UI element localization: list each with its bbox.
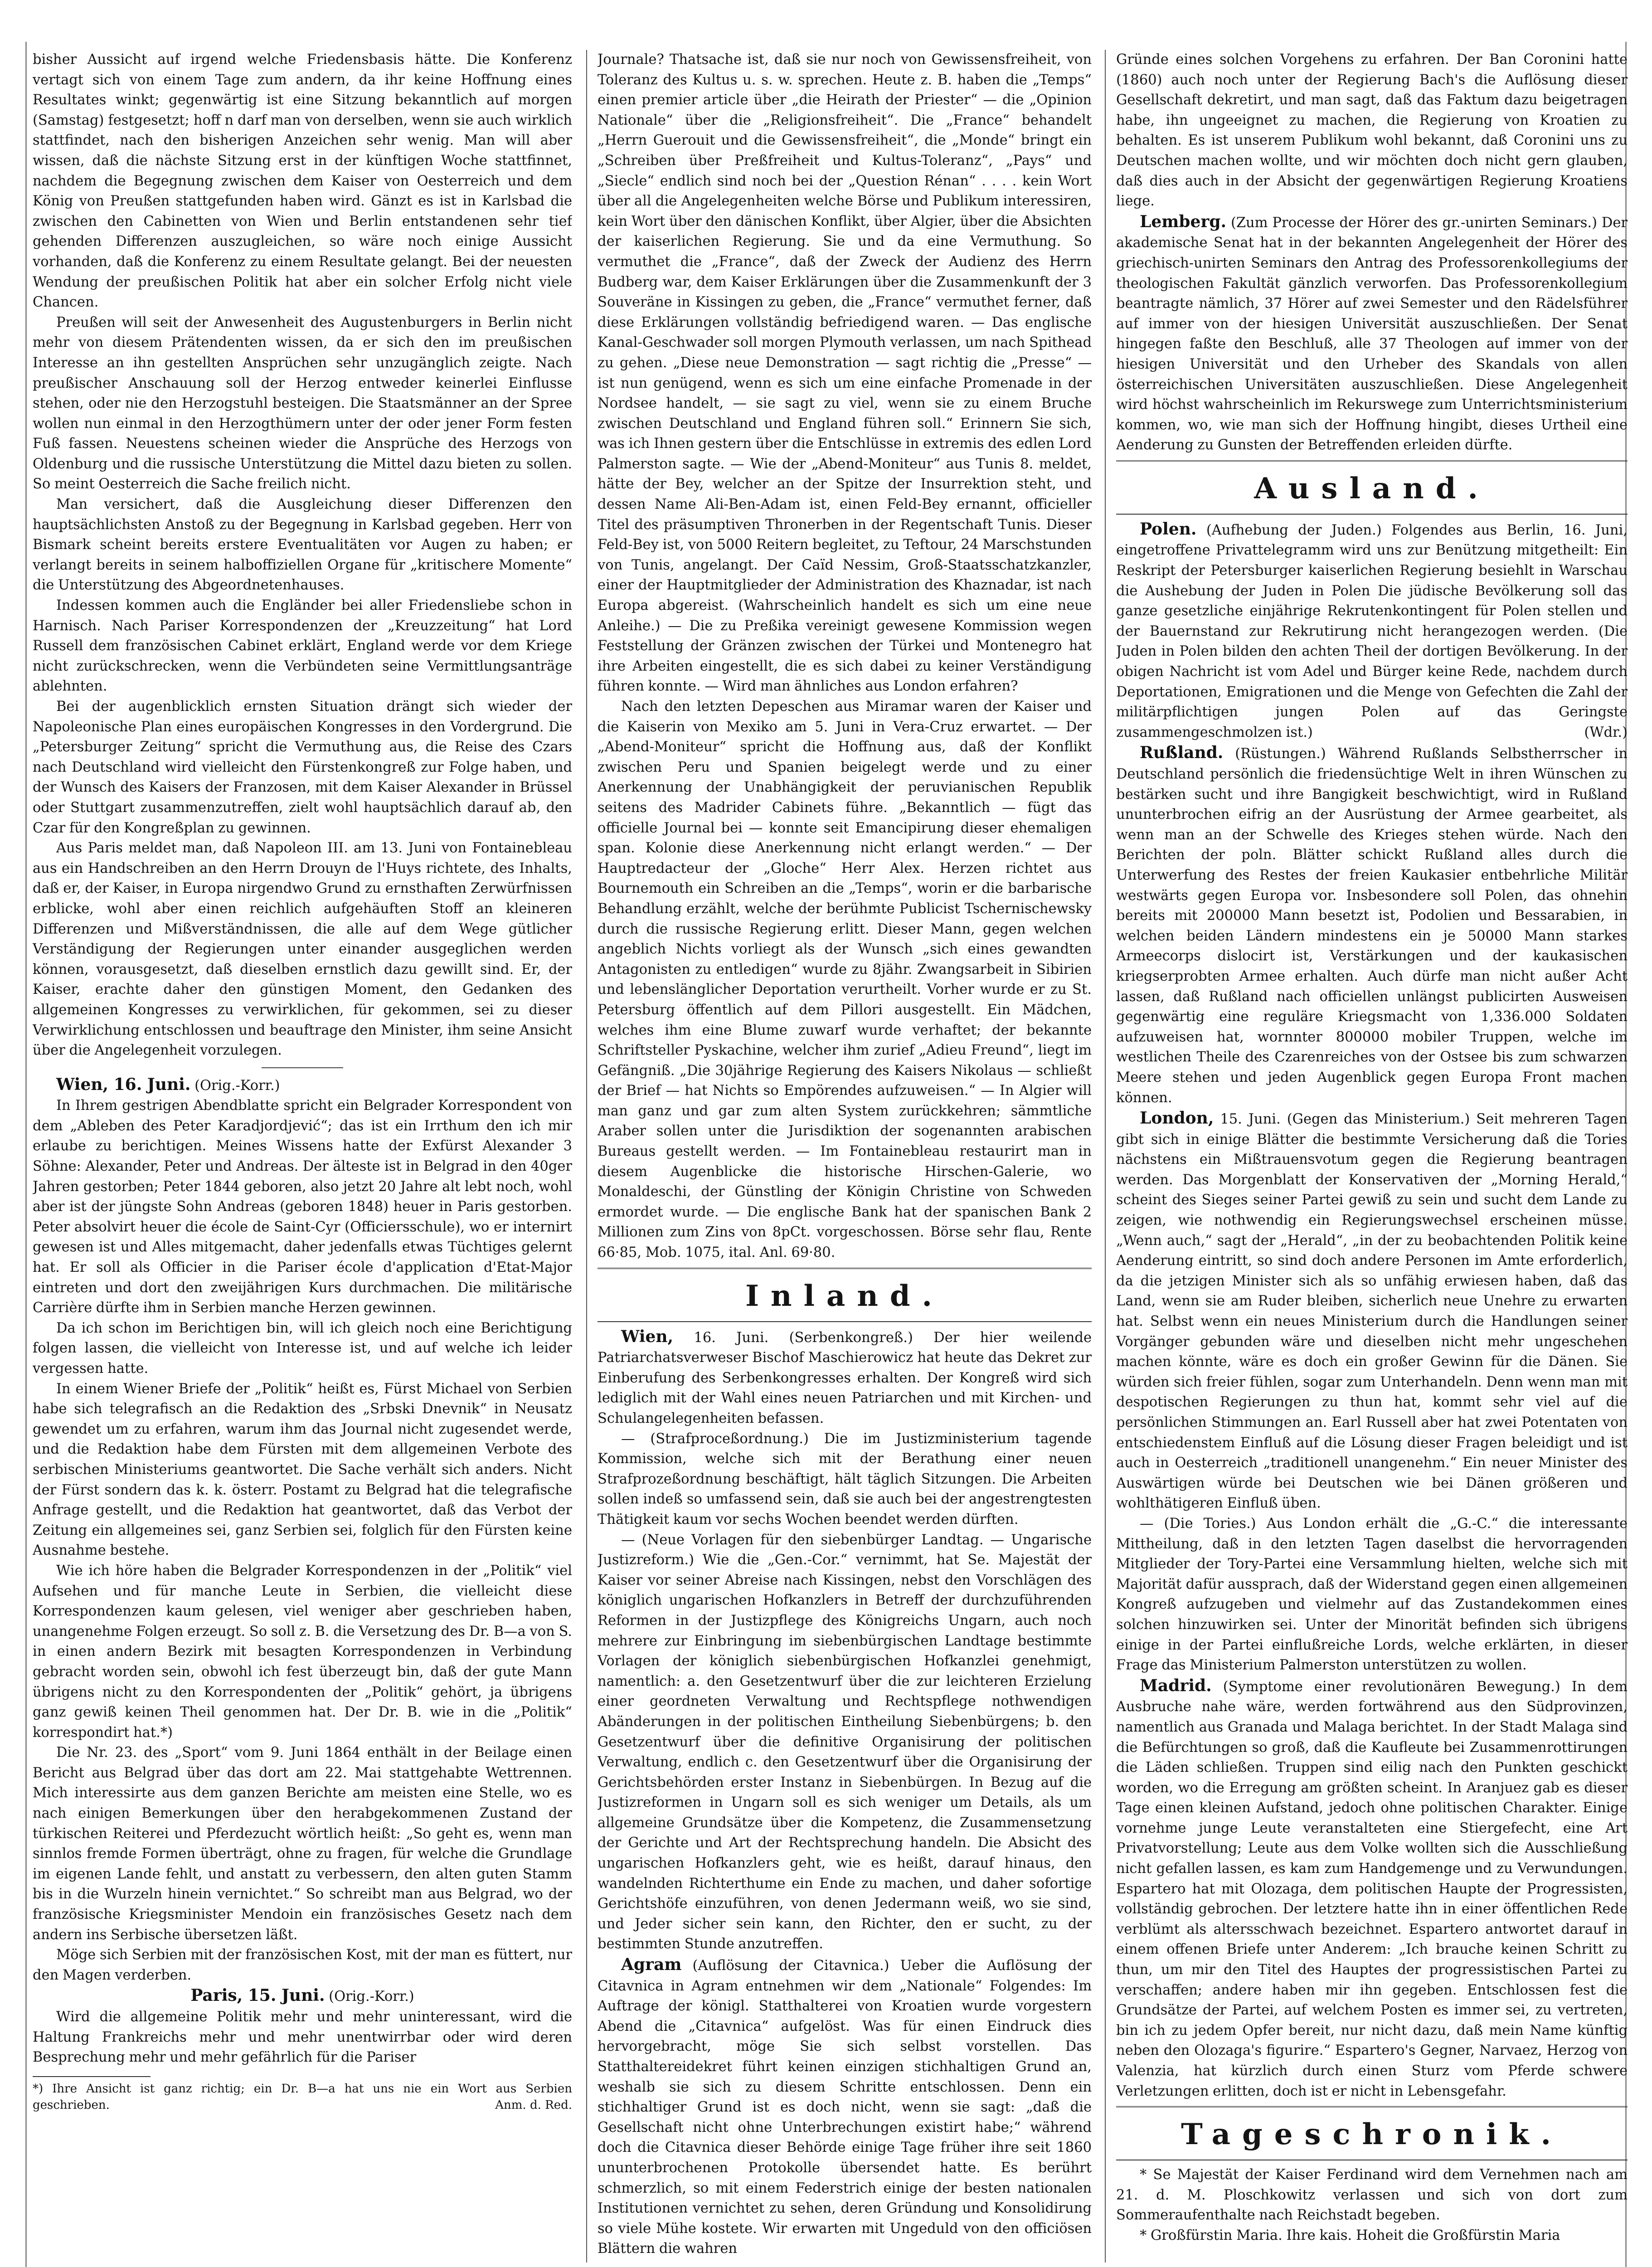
dateline-madrid: Madrid.	[1140, 1676, 1212, 1695]
article-text: 16. Juni. (Serbenkongreß.) Der hier weilende Patriarchatsverweser Bischof Maschierowicz hat heute das Dekret zur Einberufung des Serbenkongresses erhalten. Der Kongreß wird sich lediglich mit der Wahl eines neuen Patriarchen und mit Kirchen- und Schulangelegenheiten befassen.	[598, 1329, 1092, 1426]
dateline-polen: Polen.	[1140, 519, 1197, 539]
article-paragraph: Aus Paris meldet man, daß Napoleon III. am 13. Juni von Fontainebleau aus ein Handschreiben an den Herrn Drouyn de l'Huys richtete, des Inhalts, daß er, der Kaiser, in Europa nirgendwo Grund zu ernsthaften Zerwürfnissen erblicke, wohl aber einen reichlich aufgehäuften Stoff an kleineren Differenzen und Mißverständnissen, die alle auf dem Wege gütlicher Verständigung der Regierungen unter einander ausgeglichen werden können, vorausgesetzt, daß dieselben ernstlich dazu gewillt sind. Er, der Kaiser, erachte daher den günstigen Moment, den Gedanken des allgemeinen Kongresses zu verwirklichen, für gekommen, sei zu dieser Verwirklichung entschlossen und beauftrage den Minister, ihm seine Ansicht über die Angelegenheit vorzulegen.	[33, 840, 572, 1059]
column-divider	[1105, 50, 1106, 2262]
article-paragraph	[1116, 1676, 1628, 2102]
dateline-paris: Paris, 15. Juni.	[190, 1986, 325, 2005]
article-paragraph: Bei der augenblicklich ernsten Situation drängt sich wieder der Napoleonische Plan eines europäischen Kongresses in den Vordergrund. Die „Petersburger Zeitung“ spricht die Vermuthung aus, die Reise des Czars nach Deutschland wird vielleicht den Fürstenkongreß zur Folge haben, und der Wunsch des Kaisers der Franzosen, mit dem Kaiser Alexander in Brüssel oder Stuttgart zusammenzutreffen, zielt wohl hauptsächlich darauf ab, den Czar für den Kongreßplan zu gewinnen.	[33, 699, 572, 836]
article-paragraph: Nach den letzten Depeschen aus Miramar waren der Kaiser und die Kaiserin von Mexiko am 5. Juni in Vera-Cruz erwartet. — Der „Abend-Moniteur“ spricht die Hoffnung aus, daß der Konflikt zwischen Peru und Spanien beigelegt werde und zu einer Anerkennung der Unabhängigkeit der peruvianischen Republik seitens des Madrider Cabinets führe. „Bekanntlich — fügt das officielle Journal bei — konnte seit Emancipirung dieser ehemaligen span. Kolonie diese Anerkennung nicht erlangt werden.“ — Der Hauptredacteur der „Gloche“ Herr Alex. Herzen richtet aus Bournemouth ein Schreiben an die „Temps“, worin er die barbarische Behandlung erzählt, welche der berühmte Publicist Tschernischewsky durch die russische Regierung erlitt. Dieser Mann, gegen welchen angeblich Nichts vorliegt als der Wunsch „sich eines gewandten Antagonisten zu entledigen“ wurde zu 8jähr. Zwangsarbeit in Sibirien und lebenslänglicher Deportation verurtheilt. Vorher wurde er zu St. Petersburg öffentlich auf dem Pillori ausgestellt. Ein Mädchen, welches ihm eine Blume zuwarf wurde verhaftet; der bekannte Schriftsteller Pyskachine, welcher ihm zurief „Adieu Freund“, liegt im Gefängniß. „Die 30jährige Regierung des Kaisers Nikolaus — schließt der Brief — hat Nichts so Empörendes aufzuweisen.“ — In Algier will man ganz und gar zum alten System zurückkehren; sämmtliche Araber sollen unter die Jurisdiktion der sogenannten arabischen Bureaus gestellt werden. — Im Fontainebleau restaurirt man in diesem Augenblicke die historische Hirschen-Galerie, wo Monaldeschi, der Günstling der Königin Christine von Schweden ermordet wurde. — Die englische Bank hat der spanischen Bank 2 Millionen zum Zins von 8pCt. vorgeschossen. Börse sehr flau, Rente 66·85, Mob. 1075, ital. Anl. 69·80.	[598, 699, 1092, 1261]
article-paragraph: In einem Wiener Briefe der „Politik“ heißt es, Fürst Michael von Serbien habe sich telegrafisch an die Redaktion des „Srbski Dnevnik“ in Neusatz gewendet um zu erfahren, warum ihm das Journal nicht zugesendet werde, und die Redaktion habe dem Fürsten mit dem allgemeinen Verbote des serbischen Ministeriums geantwortet. Die Sache verhält sich anders. Nicht der Fürst sondern das k. k. österr. Postamt zu Belgrad hat die telegrafische Anfrage gestellt, und die Redaktion hat geantwortet, daß das Verbot der Zeitung ein allgemeines sei, ganz Serbien sei, folglich für den Fürsten keine Ausnahme bestehe.	[33, 1381, 572, 1559]
separator	[262, 1067, 343, 1068]
article-paragraph: Man versichert, daß die Ausgleichung dieser Differenzen den hauptsächlichsten Anstoß zu der Begegnung in Karlsbad gegeben. Herr von Bismark scheint bereits erstere Eventualitäten vor Augen zu haben; er verlangt bereits in seinem halboffiziellen Organe für „kritischere Momente“ die Unterstützung des Abgeordnetenhauses.	[33, 496, 572, 594]
article-paragraph	[598, 1955, 1092, 2259]
article-text: 15. Juni. (Gegen das Ministerium.) Seit mehreren Tagen gibt sich in einige Blätter die bestimmte Versicherung daß die Tories nächstens ein Mißtrauensvotum gegen die Regierung beantragen werden. Das Morgenblatt der Konservativen der „Morning Herald,“ scheint des Sieges seiner Partei gewiß zu sein und sucht dem Lande zu zeigen, wie nothwendig ein Regierungswechsel erscheinen müsse. „Wenn auch,“ sagt der „Herald“, „in der zu beobachtenden Politik keine Aenderung eintritt, so sind doch andere Personen im Amte erforderlich, da die jetzigen Minister sich als so unfähig erwiesen haben, daß das Land, wenn sie am Ruder bleiben, sicherlich neue Unehre zu erwarten hat. Selbst wenn ein neues Ministerium durch die Handlungen seiner Vorgänger gebunden wäre und dieselben nicht mehr ungeschehen machen könnte, wäre es doch ein großer Gewinn für die Dänen. Sie würden sich freier fühlen, sogar zum Unterhandeln. Denn wenn man mit despotischen Regierungen zu thun hat, kommt sehr viel auf die persönlichen Stimmungen an. Earl Russell aber hat zwei Potentaten von entschiedenstem Einfluß auf die Lösung dieser Fragen beleidigt und ist auch in Oesterreich „traditionell unangenehm.“ Ein neuer Minister des Auswärtigen würde bei Deutschen wie bei Dänen größeren und wohlthätigeren Einfluß üben.	[1116, 1111, 1628, 1512]
footnote-text: *) Ihre Ansicht ist ganz richtig; ein Dr. B—a hat uns nie ein Wort aus Serbien geschrieben.	[33, 2082, 572, 2112]
footnote-credit: Anm. d. Red.	[495, 2098, 572, 2112]
section-rule	[598, 1321, 1092, 1322]
article-paragraph: Journale? Thatsache ist, daß sie nur noch von Gewissensfreiheit, von Toleranz des Kultus u. s. w. sprechen. Heute z. B. haben die „Temps“ einen premier article über „die Heirath der Priester“ — die „Opinion Nationale“ über die „Religionsfreiheit“. Die „France“ behandelt „Herrn Guerouit und die Gewissensfreiheit“, die „Monde“ bringt ein „Schreiben über Preßfreiheit und Kultus-Toleranz“, „Pays“ und „Siecle“ endlich sind noch bei der „Question Rénan“ . . . . kein Wort über all die Angelegenheiten welche Börse und Publikum interessiren, kein Wort über den dänischen Konflikt, über Algier, über die Absichten der kaiserlichen Regierung. Sie und da eine Vermuthung. So vermuthet die „France“, daß der Zweck der Audienz des Herrn Budberg war, dem Kaiser Erklärungen über die Zusammenkunft der 3 Souveräne in Kissingen zu geben, die „France“ vermuthet ferner, daß diese Erklärungen vollständig befriedigend waren. — Das englische Kanal-Geschwader soll morgen Plymouth verlassen, um nach Spithead zu gehen. „Diese neue Demonstration — sagt richtig die „Presse“ — ist nun genügend, wenn es sich um eine einfache Promenade in der Nordsee handelt, — sie sagt zu viel, wenn sie zu einem Bruche zwischen Deutschland und England führen soll.“ Erinnern Sie sich, was ich Ihnen gestern über die Entschlüsse in extremis des edlen Lord Palmerston sagte. — Wie der „Abend-Moniteur“ aus Tunis 8. meldet, hätte der Bey, welcher an der Spitze der Insurrektion steht, und dessen Name Ali-Ben-Adam ist, einen Feld-Bey ernannt, officieller Titel des präsumptiven Thronerben in der Regentschaft Tunis. Dieser Feld-Bey ist, von 5000 Reitern begleitet, zu Teftour, 24 Marschstunden von Tunis, angelangt. Der Caïd Nessim, Groß-Staatsschatzkanzler, einer der Hauptmitglieder der Administration des Khaznadar, ist nach Europa abgereist. (Wahrscheinlich handelt es sich um eine neue Anleihe.) — Die zu Preßika vereinigt gewesene Kommission wegen Feststellung der Gränzen zwischen der Türkei und Montenegro hat ihre Arbeiten eingestellt, die es sich dabei zu keiner Verständigung führen konnte. — Wird man ähnliches aus London erfahren?	[598, 52, 1092, 695]
article-paragraph	[1116, 519, 1628, 743]
article-text: (Zum Processe der Hörer des gr.-unirten Seminars.) Der akademische Senat hat in der bekannten Angelegenheit der Hörer des griechisch-unirten Seminars den Antrag des Professorenkollegiums der theologischen Fakultät gänzlich verworfen. Das Professorenkollegium beantragte nämlich, 37 Hörer auf zwei Semester und den Rädelsführer auf immer von der hiesigen Universität auszuschließen. Der Senat hingegen faßte den Beschluß, alle 37 Theologen auf immer von der hiesigen Universität und den Urheber des Skandals von allen österreichischen Universitäten auszuschließen. Diese Angelegenheit wird höchst wahrscheinlich im Rekurswege zum Unterrichtsministerium kommen, wo, wie man sich der Hoffnung hingibt, dieses Urtheil eine Aenderung zu Gunsten der Betreffenden erleiden dürfte.	[1116, 214, 1628, 453]
section-rule	[1116, 2106, 1628, 2109]
dateline-tag: (Orig.-Korr.)	[325, 1989, 414, 2005]
article-text: (Symptome einer revolutionären Bewegung.) In dem Ausbruche nahe wäre, werden fortwährend aus den Südprovinzen, namentlich aus Granada und Malaga berichtet. In der Stadt Malaga sind die Befürchtungen so groß, daß die Kaufleute bei Zusammenrottirungen die Läden schließen. Truppen sind eilig nach den Punkten geschickt worden, wo die Erregung am größten scheint. In Aranjuez gab es dieser Tage einen kleinen Aufstand, jedoch ohne politischen Charakter. Einige vornehme junge Leute veranstalteten eine Stiergefecht, eine Art Privatvorstellung; Leute aus dem Volke wollten sich die Ausschließung nicht gefallen lassen, es kam zum Handgemenge und zu Verwundungen. Espartero hat mit Olozaga, dem politischen Haupte der Progressisten, vollständig gebrochen. Der letztere hatte ihn in einer öffentlichen Rede verblümt als altersschwach bezeichnet. Espartero antwortet darauf in einem offenen Briefe unter Anderem: „Ich brauche keinen Schritt zu thun, um mir den Titel des Hauptes der progressistischen Partei zu verschaffen; andere haben mir ihn gegeben. Entschlossen fest die Grundsätze der Partei, auf welchem Posten es immer sei, zu vertreten, bin ich zu jedem Opfer bereit, nur nicht dazu, daß mein Name künftig neben den Olozaga's figurire.“ Espartero's Gegner, Narvaez, Herzog von Valenzia, hat kürzlich durch einen Sturz vom Pferde schwere Verletzungen erlitten, doch ist er nicht in Lebensgefahr.	[1116, 1678, 1628, 2099]
article-paragraph: — (Neue Vorlagen für den siebenbürger Landtag. — Ungarische Justizreform.) Wie die „Gen.-Cor.“ vernimmt, hat Se. Majestät der Kaiser vor seiner Abreise nach Kissingen, nebst den Vorschlägen des königlich ungarischen Hofkanzlers in Betreff der durchzuführenden Reformen in der Justizpflege des Königreichs Ungarn, auch noch mehrere zur Einbringung im siebenbürgischen Landtage bestimmte Vorlagen der königlich siebenbürgischen Hofkanzlei genehmigt, namentlich: a. den Gesetzentwurf über die zur leichteren Erzielung einer geordneten Verwaltung und Rechtspflege nothwendigen Abänderungen in der politischen Eintheilung Siebenbürgens; b. den Gesetzentwurf über die definitive Organisirung der politischen Verwaltung, endlich c. den Gesetzentwurf über die Organisirung der Gerichtsbehörden erster Instanz in Siebenbürgen. In Bezug auf die Justizreformen in Ungarn soll es sich weniger um Details, als um allgemeine Grundsätze über die Kompetenz, die Zusammensetzung der Gerichte und Art der Rechtsprechung handeln. Die Absicht des ungarischen Hofkanzlers geht, wie es heißt, darauf hinaus, den wandelnden Richterthume ein Ende zu machen, und daher sofortige Gerichtshöfe einzuführen, von denen Jedermann weiß, wo sie sind, und Jeder sicher sein kann, den Richter, den er sucht, zu der bestimmten Stunde anzutreffen.	[598, 1532, 1092, 1952]
article-paragraph: Wird die allgemeine Politik mehr und mehr uninteressant, wird die Haltung Frankreichs mehr und mehr unentwirrbar oder wird deren Besprechung mehr und mehr gefährlich für die Pariser	[33, 2009, 572, 2066]
dateline-lemberg: Lemberg.	[1140, 212, 1227, 231]
dateline-wien: Wien,	[621, 1327, 674, 1346]
dateline-agram: Agram	[621, 1955, 682, 1975]
column-2	[598, 50, 1092, 2267]
article-paragraph: * Se Majestät der Kaiser Ferdinand wird dem Vernehmen nach am 21. d. M. Ploschkowitz verlassen und sich von dort zum Sommeraufenthalte nach Reichstadt begeben.	[1116, 2167, 1628, 2223]
article-paragraph: * Großfürstin Maria. Ihre kais. Hoheit die Großfürstin Maria	[1140, 2227, 1560, 2243]
section-heading-ausland: Ausland.	[1254, 471, 1490, 506]
article-paragraph	[1116, 743, 1628, 1108]
column-1	[33, 50, 572, 2267]
dateline-paragraph	[33, 1075, 572, 1096]
article-paragraph: Möge sich Serbien mit der französischen Kost, mit der man es füttert, nur den Magen verderben.	[33, 1947, 572, 1983]
article-paragraph: bisher Aussicht auf irgend welche Friedensbasis hätte. Die Konferenz vertagt sich von einem Tage zum andern, da ihr keine Hoffnung eines Resultates winkt; gegenwärtig ist eine Sitzung bekanntlich auf morgen (Samstag) festgesetzt; hoff n darf man von derselben, wenn sie auch wirklich stattfindet, nach den bisherigen Anzeichen sehr wenig. Man will aber wissen, daß die nächste Sitzung erst in der künftigen Woche stattfinnet, nachdem die Begegnung zwischen dem Kaiser von Oesterreich und dem König von Preußen stattgefunden haben wird. Gänzt es ist in Karlsbad die zwischen den Cabinetten von Wien und Berlin entstandenen sehr tief gehenden Differenzen auszugleichen, so wäre noch einige Aussicht vorhanden, daß die Konferenz zu einem Resultate gelangt. Bei der neuesten Wendung der preußischen Politik hat aber ein solcher Erfolg nicht viele Chancen.	[33, 52, 572, 311]
footnote-rule	[33, 2076, 151, 2077]
dateline-wien: Wien, 16. Juni.	[56, 1075, 191, 1094]
article-text: (Aufhebung der Juden.) Folgendes aus Berlin, 16. Juni, eingetroffene Privattelegramm wird uns zur Benützung mitgetheilt: Ein Reskript der Petersburger kaiserlichen Regierung besiehlt in Warschau die Aushebung der Juden in Polen Die jüdische Bevölkerung soll das ganze gesetzliche einjährige Rekrutenkontingent für Polen stellen und der Bauernstand zur Rekrutirung nicht herangezogen werden. (Die Juden in Polen bilden den achten Theil der dortigen Bevölkerung. In der obigen Nachricht ist vom Adel und Bürger keine Rede, nachdem durch Deportationen, Emigrationen und die Menge von Gefechten die Zahl der militärpflichtigen jungen Polen auf das Geringste zusammengeschmolzen ist.)	[1116, 522, 1628, 740]
article-credit: (Wdr.)	[1584, 724, 1628, 740]
article-paragraph	[1116, 1108, 1628, 1514]
article-paragraph: Indessen kommen auch die Engländer bei aller Friedensliebe schon in Harnisch. Nach Pariser Korrespondenzen der „Kreuzzeitung“ hat Lord Russell dem französischen Cabinet erklärt, England werde vor dem Kriege nicht zurückschrecken, wenn die Verbündeten seine Vermittlungsanträge ablehnten.	[33, 598, 572, 695]
article-paragraph: — (Strafproceßordnung.) Die im Justizministerium tagende Kommission, welche sich mit der Berathung einer neuen Strafprozeßordnung beschäftigt, hält täglich Sitzungen. Die Arbeiten sollen indeß so umfassend sein, daß sie auch bei der angestrengtesten Thätigkeit kaum vor sechs Wochen beendet werden dürften.	[598, 1430, 1092, 1528]
section-rule	[1116, 460, 1628, 463]
section-heading-tageschronik: Tageschronik.	[1181, 2117, 1563, 2152]
article-paragraph	[598, 1327, 1092, 1429]
article-paragraph: Gründe eines solchen Vorgehens zu erfahren. Der Ban Coronini hatte (1860) auch noch unter der Regierung Bach's die Auflösung dieser Gesellschaft dekretirt, und man sagt, daß das Faktum dazu beigetragen habe, ihn ungeeignet zu machen, die Regierung von Kroatien zu behalten. Es ist unserem Publikum wohl bekannt, daß Coronini uns zu Deutschen machen wollte, und wir möchten doch nicht gern glauben, daß dies auch in der Absicht der gegenwärtigen Regierung Kroatiens liege.	[1116, 52, 1628, 209]
section-heading-inland: Inland.	[745, 1279, 944, 1313]
column-3	[1116, 50, 1628, 2267]
dateline-russland: Rußland.	[1140, 743, 1224, 763]
column-divider	[586, 50, 587, 2262]
article-paragraph: Die Nr. 23. des „Sport“ vom 9. Juni 1864 enthält in der Beilage einen Bericht aus Belgrad über das dort am 22. Mai stattgehabte Wettrennen. Mich interessirte aus dem ganzen Berichte am meisten eine Stelle, wo es nach einigen Bemerkungen über den herabgekommenen Zustand der türkischen Reiterei und Pferdezucht wörtlich heißt: „So geht es, wenn man sinnlos fremde Formen überträgt, ohne zu fragen, für welche die Grundlage im eigenen Lande fehlt, und anstatt zu verbessern, den alten guten Stamm bis in die Wurzeln hinein vernichtet.“ So schreibt man aus Belgrad, wo der französische Kriegsminister Mendoin ein französisches Gesetz nach dem andern ins Serbische übersetzen läßt.	[33, 1745, 572, 1943]
article-paragraph: Preußen will seit der Anwesenheit des Augustenburgers in Berlin nicht mehr von diesem Prätendenten wissen, da er sich den im preußischen Interesse an ihn gestellten Ansprüchen sehr unzugänglich zeigte. Nach preußischer Anschauung soll der Herzog entweder keinerlei Einflusse stehen, oder nie den Herzogstuhl besteigen. Die Staatsmänner an der Spree wollen nun einmal in den Herzogthümern unter der oder jener Form festen Fuß fassen. Neuestens scheinen wieder die Ansprüche des Herzogs von Oldenburg und die russische Unterstützung die Mittel dazu bieten zu sollen. So meint Oesterreich die Sache freilich nicht.	[33, 314, 572, 492]
article-paragraph: — (Die Tories.) Aus London erhält die „G.-C.“ die interessante Mittheilung, daß in den letzten Tagen daselbst die hervorragenden Mitglieder der Tory-Partei eine Versammlung hielten, welche sich mit Majorität dafür aussprach, daß der Widerstand gegen einen allgemeinen Kongreß aufzugeben und vielmehr auf das Zustandekommen eines solchen hinzuwirken sei. Unter der Minorität befinden sich übrigens einige in der Partei einflußreiche Lords, welche erklärten, in dieser Frage das Ministerium Palmerston unterstützen zu wollen.	[1116, 1515, 1628, 1673]
article-text: (Rüstungen.) Während Rußlands Selbstherrscher in Deutschland persönlich die friedensüchtige Welt in ihren Wünschen zu bestärken sucht und ihre Bangigkeit beschwichtigt, wird in Rußland ununterbrochen eifrig an der Ausrüstung der Armee gearbeitet, als wenn man an der Schwelle des Krieges stehen würde. Nach den Berichten der poln. Blätter schickt Rußland alles durch die Unterwerfung des Restes der freien Kaukasier entbehrliche Militär westwärts gegen Europa vor. Insbesondere soll Polen, das ohnehin bereits mit 200000 Mann besetzt ist, Podolien und Bessarabien, in welchen beiden Ländern mindestens ein je 50000 Mann starkes Armeecorps dislocirt ist, Verstärkungen und der kaukasischen kriegserprobten Armee erhalten. Auch dürfe man nicht außer Acht lassen, daß Rußland nach officiellen unlängst publicirten Ausweisen gegenwärtig eine reguläre Kriegsmacht von 1,336.000 Soldaten aufzuweisen hat, wornnter 800000 mobiler Truppen, welche im westlichen Theile des Czarenreiches von der Ostsee bis zum schwarzen Meere stehen und jeden Augenblick gegen Europa Front machen können.	[1116, 746, 1628, 1106]
article-paragraph	[1116, 212, 1628, 456]
section-rule	[1116, 514, 1628, 515]
footnote	[33, 2081, 572, 2113]
section-rule	[598, 1268, 1092, 1271]
dateline-london: London,	[1140, 1109, 1214, 1128]
article-paragraph: In Ihrem gestrigen Abendblatte spricht ein Belgrader Korrespondent von dem „Ableben des Peter Karadjordjević“; das ist ein Irrthum den ich mir erlaube zu berichtigen. Meines Wissens hatte der Exfürst Alexander 3 Söhne: Alexander, Peter und Andreas. Der älteste ist in Belgrad in den 40ger Jahren gestorben; Peter 1844 geboren, also jetzt 20 Jahre alt lebt noch, wohl aber ist der jüngste Sohn Andreas (geboren 1848) heuer in Paris gestorben. Peter absolvirt heuer die école de Saint-Cyr (Officiersschule), wo er internirt gewesen ist und Alles mitgemacht, daher jedenfalls etwas Tüchtiges gelernt hat. Er soll als Officier in die Pariser école d'application d'Etat-Major eintreten und dort den zweijährigen Kurs durchmachen. Die militärische Carrière dürfte ihm in Serbien manche Herzen gewinnen.	[33, 1098, 572, 1316]
article-text: (Auflösung der Citavnica.) Ueber die Auflösung der Citavnica in Agram entnehmen wir dem „Nationale“ Folgendes: Im Auftrage der königl. Statthalterei von Kroatien wurde vorgestern Abend die „Citavnica“ aufgelöst. Was für einen Eindruck dies hervorgebracht, möge Sie sich selbst vorstellen. Das Statthaltereidekret führt keinen einzigen stichhaltigen Grund an, weshalb sie sich zu diesem Schritte entschlossen. Denn ein stichhaltiger Grund ist es doch nicht, wenn sie sagt: „daß die Gesellschaft nicht ohne Unterbrechungen existirt habe;“ während doch die Citavnica dieser Behörde einige Tage früher ihre seit 1860 ununterbrochenen Protokolle übersendet hatte. Es berührt schmerzlich, so mit einem Federstrich einige der besten nationalen Institutionen vernichtet zu sehen, deren Gründung und Konsolidirung so viele Mühe kostete. Wir erwarten mit Ungeduld von den officiösen Blättern die wahren	[598, 1958, 1092, 2257]
dateline-paragraph	[33, 1985, 572, 2007]
article-paragraph: Da ich schon im Berichtigen bin, will ich gleich noch eine Berichtigung folgen lassen, die vielleicht von Interesse ist, und auf welche ich leider vergessen hatte.	[33, 1320, 572, 1377]
dateline-tag: (Orig.-Korr.)	[190, 1077, 280, 1094]
article-paragraph: Wie ich höre haben die Belgrader Korrespondenzen in der „Politik“ viel Aufsehen und für manche Leute in Serbien, die vielleicht diese Korrespondenzen kaum gelesen, viel weniger aber geschrieben haben, unangenehme Folgen erzeugt. So soll z. B. die Versetzung des Dr. B—a von S. in einen andern Bezirk mit besagten Korrespondenzen in Verbindung gebracht worden sein, obwohl ich fest überzeugt bin, daß der gute Mann übrigens nicht zu den Korrespondenten der „Politik“ gehört, ja übrigens ganz gewiß keinen Theil genommen hat. Der Dr. B. wie in die „Politik“ korrespondirt hat.*)	[33, 1562, 572, 1741]
